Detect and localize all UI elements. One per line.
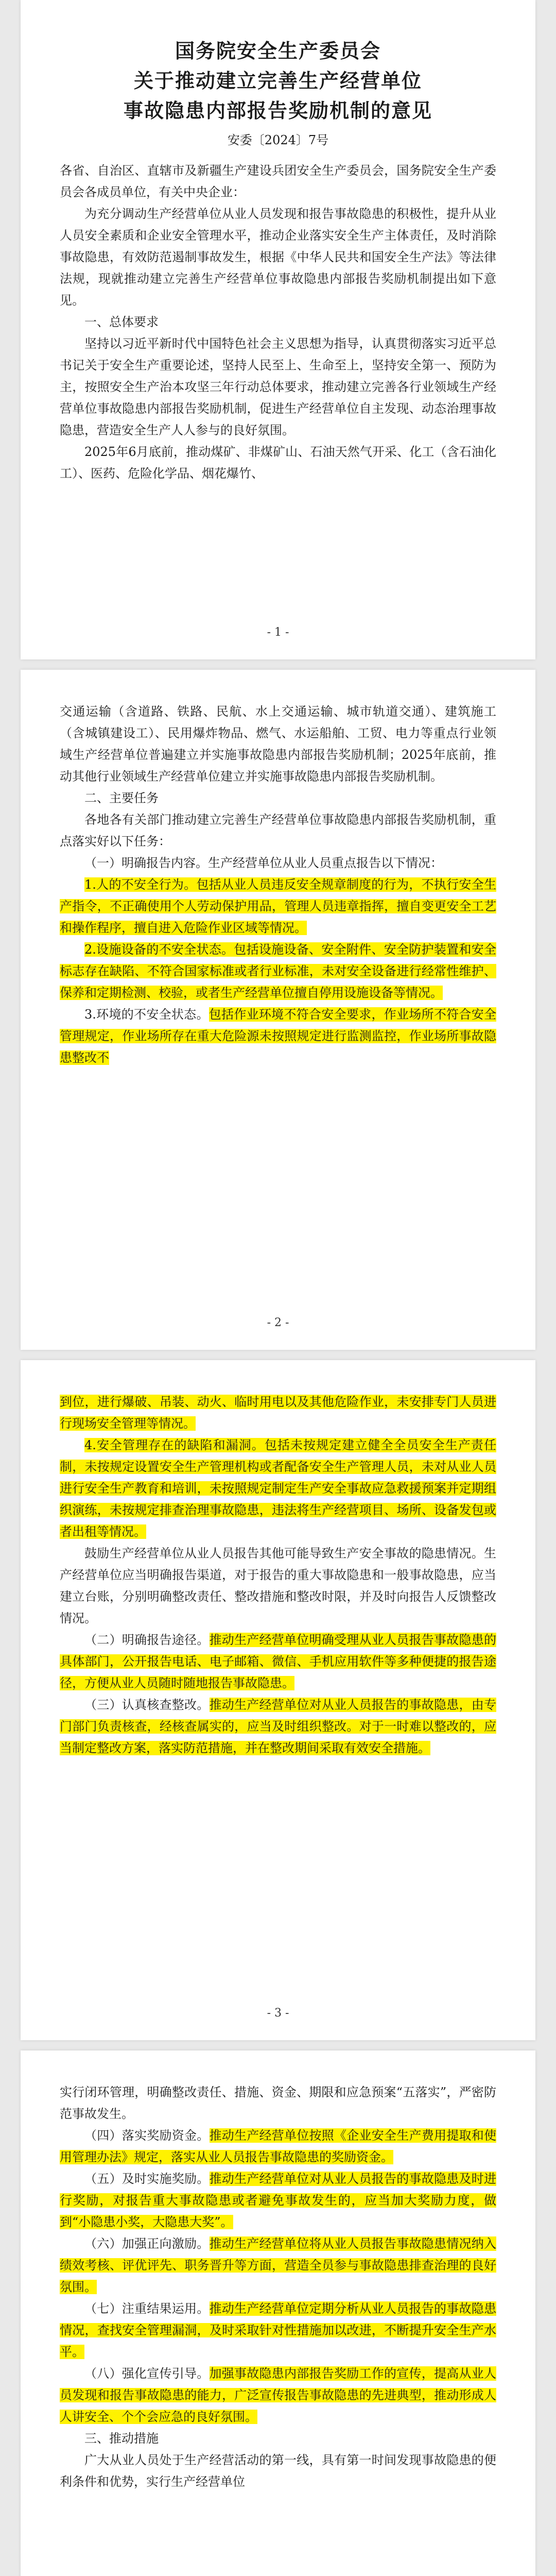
document-number: 安委〔2024〕7号 <box>227 133 329 147</box>
subsection-8-highlight: 加强事故隐患内部报告奖励工作的宣传，提高从业人员发现和报告事故隐患的能力，广泛宣传报告事故隐患的先进典型，推动形成人人讲安全、个个会应急的良好氛围。 <box>60 2366 496 2424</box>
section-2-title: 二、主要任务 <box>84 791 159 805</box>
continued-paragraph: 交通运输（含道路、铁路、民航、水上交通运输、城市轨道交通）、建筑施工（含城镇建设工）、民用爆炸物品、燃气、水运船舶、工贸、电力等重点行业领域生产经营单位普遍建立并实施事故隐患内部报告奖励机制；2025年底前，推动其他行业领域生产经营单位建立并实施事故隐患内部报告奖励机制。 <box>60 704 496 784</box>
subsection-3-highlight: 推动生产经营单位对从业人员报告的事故隐患，由专门部门负责核查，经核查属实的，应当及时组织整改。对于一时难以整改的，应当制定整改方案，落实防范措施，并在整改期间采取有效安全措施。 <box>60 1698 496 1755</box>
continued-paragraph: 实行闭环管理，明确整改责任、措施、资金、期限和应急预案“五落实”，严密防范事故发生。 <box>60 2085 496 2121</box>
addressee: 各省、自治区、直辖市及新疆生产建设兵团安全生产委员会，国务院安全生产委员会各成员单位，有关中央企业： <box>60 163 496 199</box>
subsection-8-lead: （八）强化宣传引导。 <box>84 2366 210 2381</box>
other-hazards-paragraph: 鼓励生产经营单位从业人员报告其他可能导致生产安全事故的隐患情况。生产经营单位应当明确报告渠道，对于报告的重大事故隐患和一般事故隐患，应当建立台账，分别明确整改责任、整改措施和整改时限，并及时向报告人反馈整改情况。 <box>60 1546 496 1625</box>
item-1-highlight: 1.人的不安全行为。包括从业人员违反安全规章制度的行为，不执行安全生产指令，不正确使用个人劳动保护用品，管理人员违章指挥，擅自变更安全工艺和操作程序，擅自进入危险作业区域等情况。 <box>60 877 496 935</box>
document-page-1 <box>21 0 535 659</box>
item-2-highlight: 2.设施设备的不安全状态。包括设施设备、安全附件、安全防护装置和安全标志存在缺陷、不符合国家标准或者行业标准，未对安全设备进行经常性维护、保养和定期检测、校验，或者生产经营单位擅自停用设施设备等情况。 <box>60 942 496 1000</box>
subsection-6-highlight: 推动生产经营单位将从业人员报告事故隐患情况纳入绩效考核、评优评先、职务晋升等方面，营造全员参与事故隐患排查治理的良好氛围。 <box>60 2236 496 2294</box>
item-4-highlight: 4.安全管理存在的缺陷和漏洞。包括未按规定建立健全全员安全生产责任制，未按规定设置安全生产管理机构或者配备安全生产管理人员，未对从业人员进行安全生产教育和培训，未按照规定制定生产安全事故应急救援预案并定期组织演练，未按规定排查治理事故隐患，违法将生产经营项目、场所、设备发包或者出租等情况。 <box>60 1438 496 1539</box>
document-page-4 <box>21 2050 535 2576</box>
page-number: - 3 - <box>267 2007 289 2020</box>
subsection-6-lead: （六）加强正向激励。 <box>84 2236 210 2251</box>
page-number: - 1 - <box>267 626 289 639</box>
subsection-2-highlight: 推动生产经营单位明确受理从业人员报告事故隐患的具体部门，公开报告电话、电子邮箱、微信、手机应用软件等多种便捷的报告途径，方便从业人员随时随地报告事故隐患。 <box>60 1633 496 1690</box>
subsection-3-lead: （三）认真核查整改。 <box>84 1698 210 1712</box>
subsection-5-highlight: 推动生产经营单位对从业人员报告的事故隐患及时进行奖励，对报告重大事故隐患或者避免事故发生的，应当加大奖励力度，做到“小隐患小奖，大隐患大奖”。 <box>60 2172 496 2229</box>
item-3-lead: 3.环境的不安全状态。 <box>84 1007 209 1022</box>
subsection-2-lead: （二）明确报告途径。 <box>84 1633 210 1647</box>
subsection-5-lead: （五）及时实施奖励。 <box>84 2172 210 2186</box>
subsection-7-lead: （七）注重结果运用。 <box>84 2301 210 2316</box>
document-title <box>60 36 496 151</box>
subsection-7-highlight: 推动生产经营单位定期分析从业人员报告的事故隐患情况，查找安全管理漏洞，及时采取针对性措施加以改进，不断提升安全生产水平。 <box>60 2301 496 2359</box>
item-3-highlight: 包括作业环境不符合安全要求，作业场所不符合安全管理规定，作业场所存在重大危险源未按照规定进行监测监控，作业场所事故隐患整改不 <box>60 1007 497 1065</box>
subsection-4-lead: （四）落实奖励资金。 <box>84 2128 210 2143</box>
page-number: - 2 - <box>267 1316 289 1329</box>
subsection-4-highlight: 推动生产经营单位按照《企业安全生产费用提取和使用管理办法》规定，落实从业人员报告事故隐患的奖励资金。 <box>60 2128 496 2164</box>
section-1-title: 一、总体要求 <box>84 315 159 329</box>
document-page-2 <box>21 670 535 1350</box>
document-page-3 <box>21 1360 535 2040</box>
item-3-continued-highlight: 到位，进行爆破、吊装、动火、临时用电以及其他危险作业，未安排专门人员进行现场安全管理等情况。 <box>60 1395 496 1431</box>
section-1-paragraph-1: 坚持以习近平新时代中国特色社会主义思想为指导，认真贯彻落实习近平总书记关于安全生产重要论述，坚持人民至上、生命至上，坚持安全第一、预防为主，按照安全生产治本攻坚三年行动总体要求，推动建立完善各行业领域生产经营单位事故隐患内部报告奖励机制，促进生产经营单位自主发现、动态治理事故隐患，营造安全生产人人参与的良好氛围。 <box>60 336 496 437</box>
title-line-3: 事故隐患内部报告奖励机制的意见 <box>123 99 432 122</box>
title-line-2: 关于推动建立完善生产经营单位 <box>133 69 422 92</box>
intro-paragraph: 为充分调动生产经营单位从业人员发现和报告事故隐患的积极性，提升从业人员安全素质和企业安全管理水平，推动企业落实安全生产主体责任，及时消除事故隐患，有效防范遏制事故发生，根据《中华人民共和国安全生产法》等法律法规，现就推动建立完善生产经营单位事故隐患内部报告奖励机制提出如下意见。 <box>60 207 496 308</box>
title-line-1: 国务院安全生产委员会 <box>175 39 381 62</box>
subsection-1-title: （一）明确报告内容。生产经营单位从业人员重点报告以下情况： <box>84 856 443 870</box>
section-3-paragraph-1: 广大从业人员处于生产经营活动的第一线，具有第一时间发现事故隐患的便利条件和优势，实行生产经营单位 <box>60 2453 496 2489</box>
section-1-paragraph-2: 2025年6月底前，推动煤矿、非煤矿山、石油天然气开采、化工（含石油化工）、医药、危险化学品、烟花爆竹、 <box>60 445 496 481</box>
section-2-intro: 各地各有关部门推动建立完善生产经营单位事故隐患内部报告奖励机制，重点落实好以下任务： <box>60 812 496 849</box>
section-3-title: 三、推动措施 <box>84 2431 159 2446</box>
